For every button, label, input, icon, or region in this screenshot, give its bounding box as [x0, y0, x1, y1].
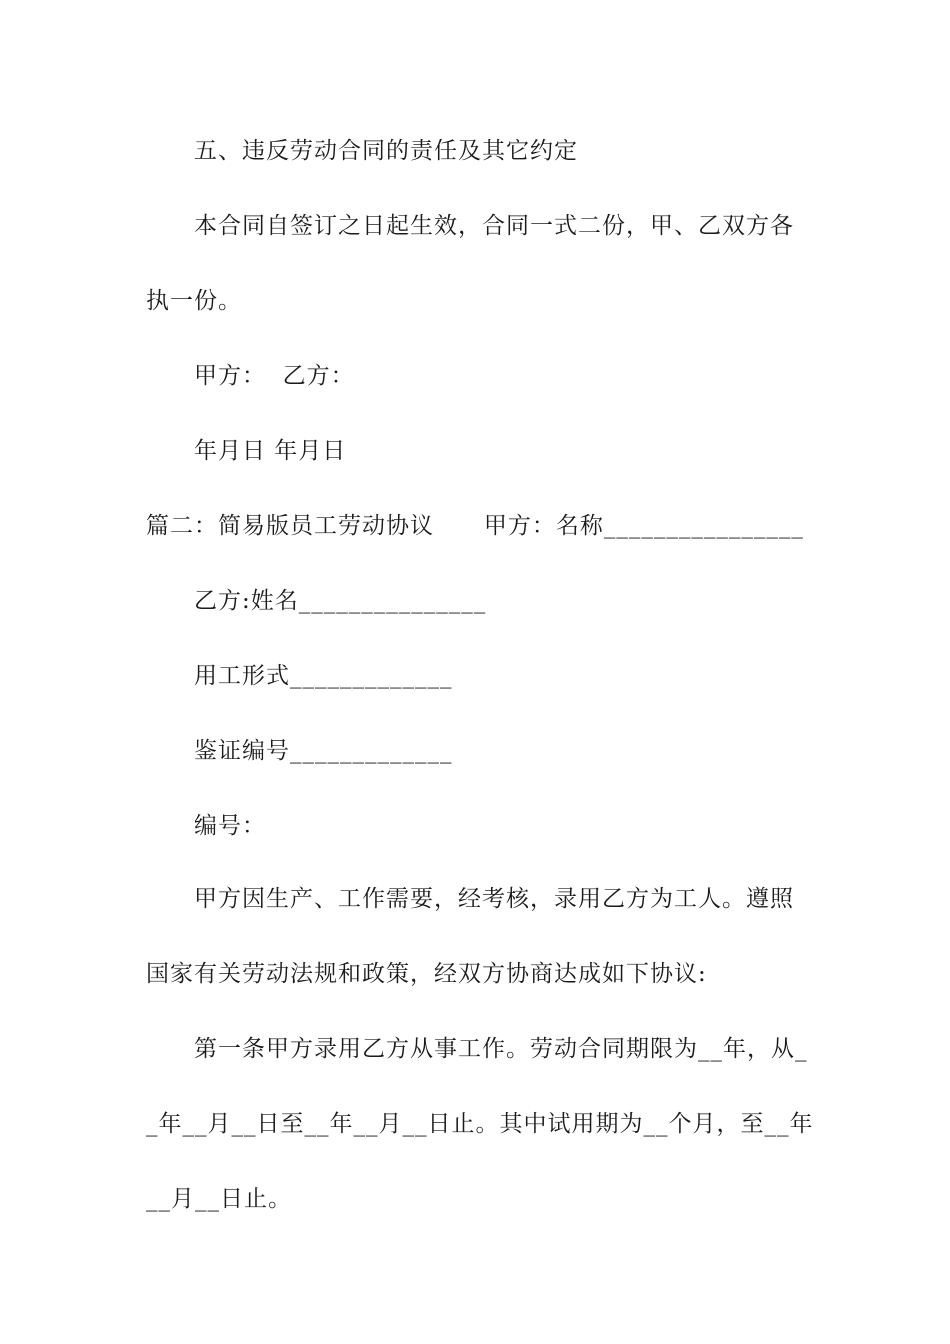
- paragraph-line: __月__日止。: [146, 1186, 292, 1212]
- section-title: 篇二：简易版员工劳动协议 甲方：名称________________: [146, 513, 804, 539]
- paragraph-line: 本合同自签订之日起生效，合同一式二份，甲、乙双方各: [194, 213, 794, 239]
- signature-dates: 年月日 年月日: [194, 438, 347, 464]
- paragraph-line: _年__月__日至__年__月__日止。其中试用期为__个月，至__年: [146, 1111, 814, 1137]
- paragraph-line: 甲方因生产、工作需要，经考核，录用乙方为工人。遵照: [194, 886, 794, 912]
- signature-parties: 甲方： 乙方：: [194, 363, 355, 389]
- paragraph-line: 执一份。: [146, 288, 242, 314]
- field-line: 用工形式_____________: [194, 663, 453, 689]
- field-line: 乙方:姓名_______________: [194, 588, 487, 614]
- paragraph-line: 第一条甲方录用乙方从事工作。劳动合同期限为__年，从_: [194, 1036, 808, 1062]
- section-heading: 五、违反劳动合同的责任及其它约定: [194, 138, 578, 164]
- field-line: 鉴证编号_____________: [194, 738, 453, 764]
- field-line: 编号：: [194, 813, 266, 839]
- paragraph-line: 国家有关劳动法规和政策，经双方协商达成如下协议:: [146, 961, 707, 987]
